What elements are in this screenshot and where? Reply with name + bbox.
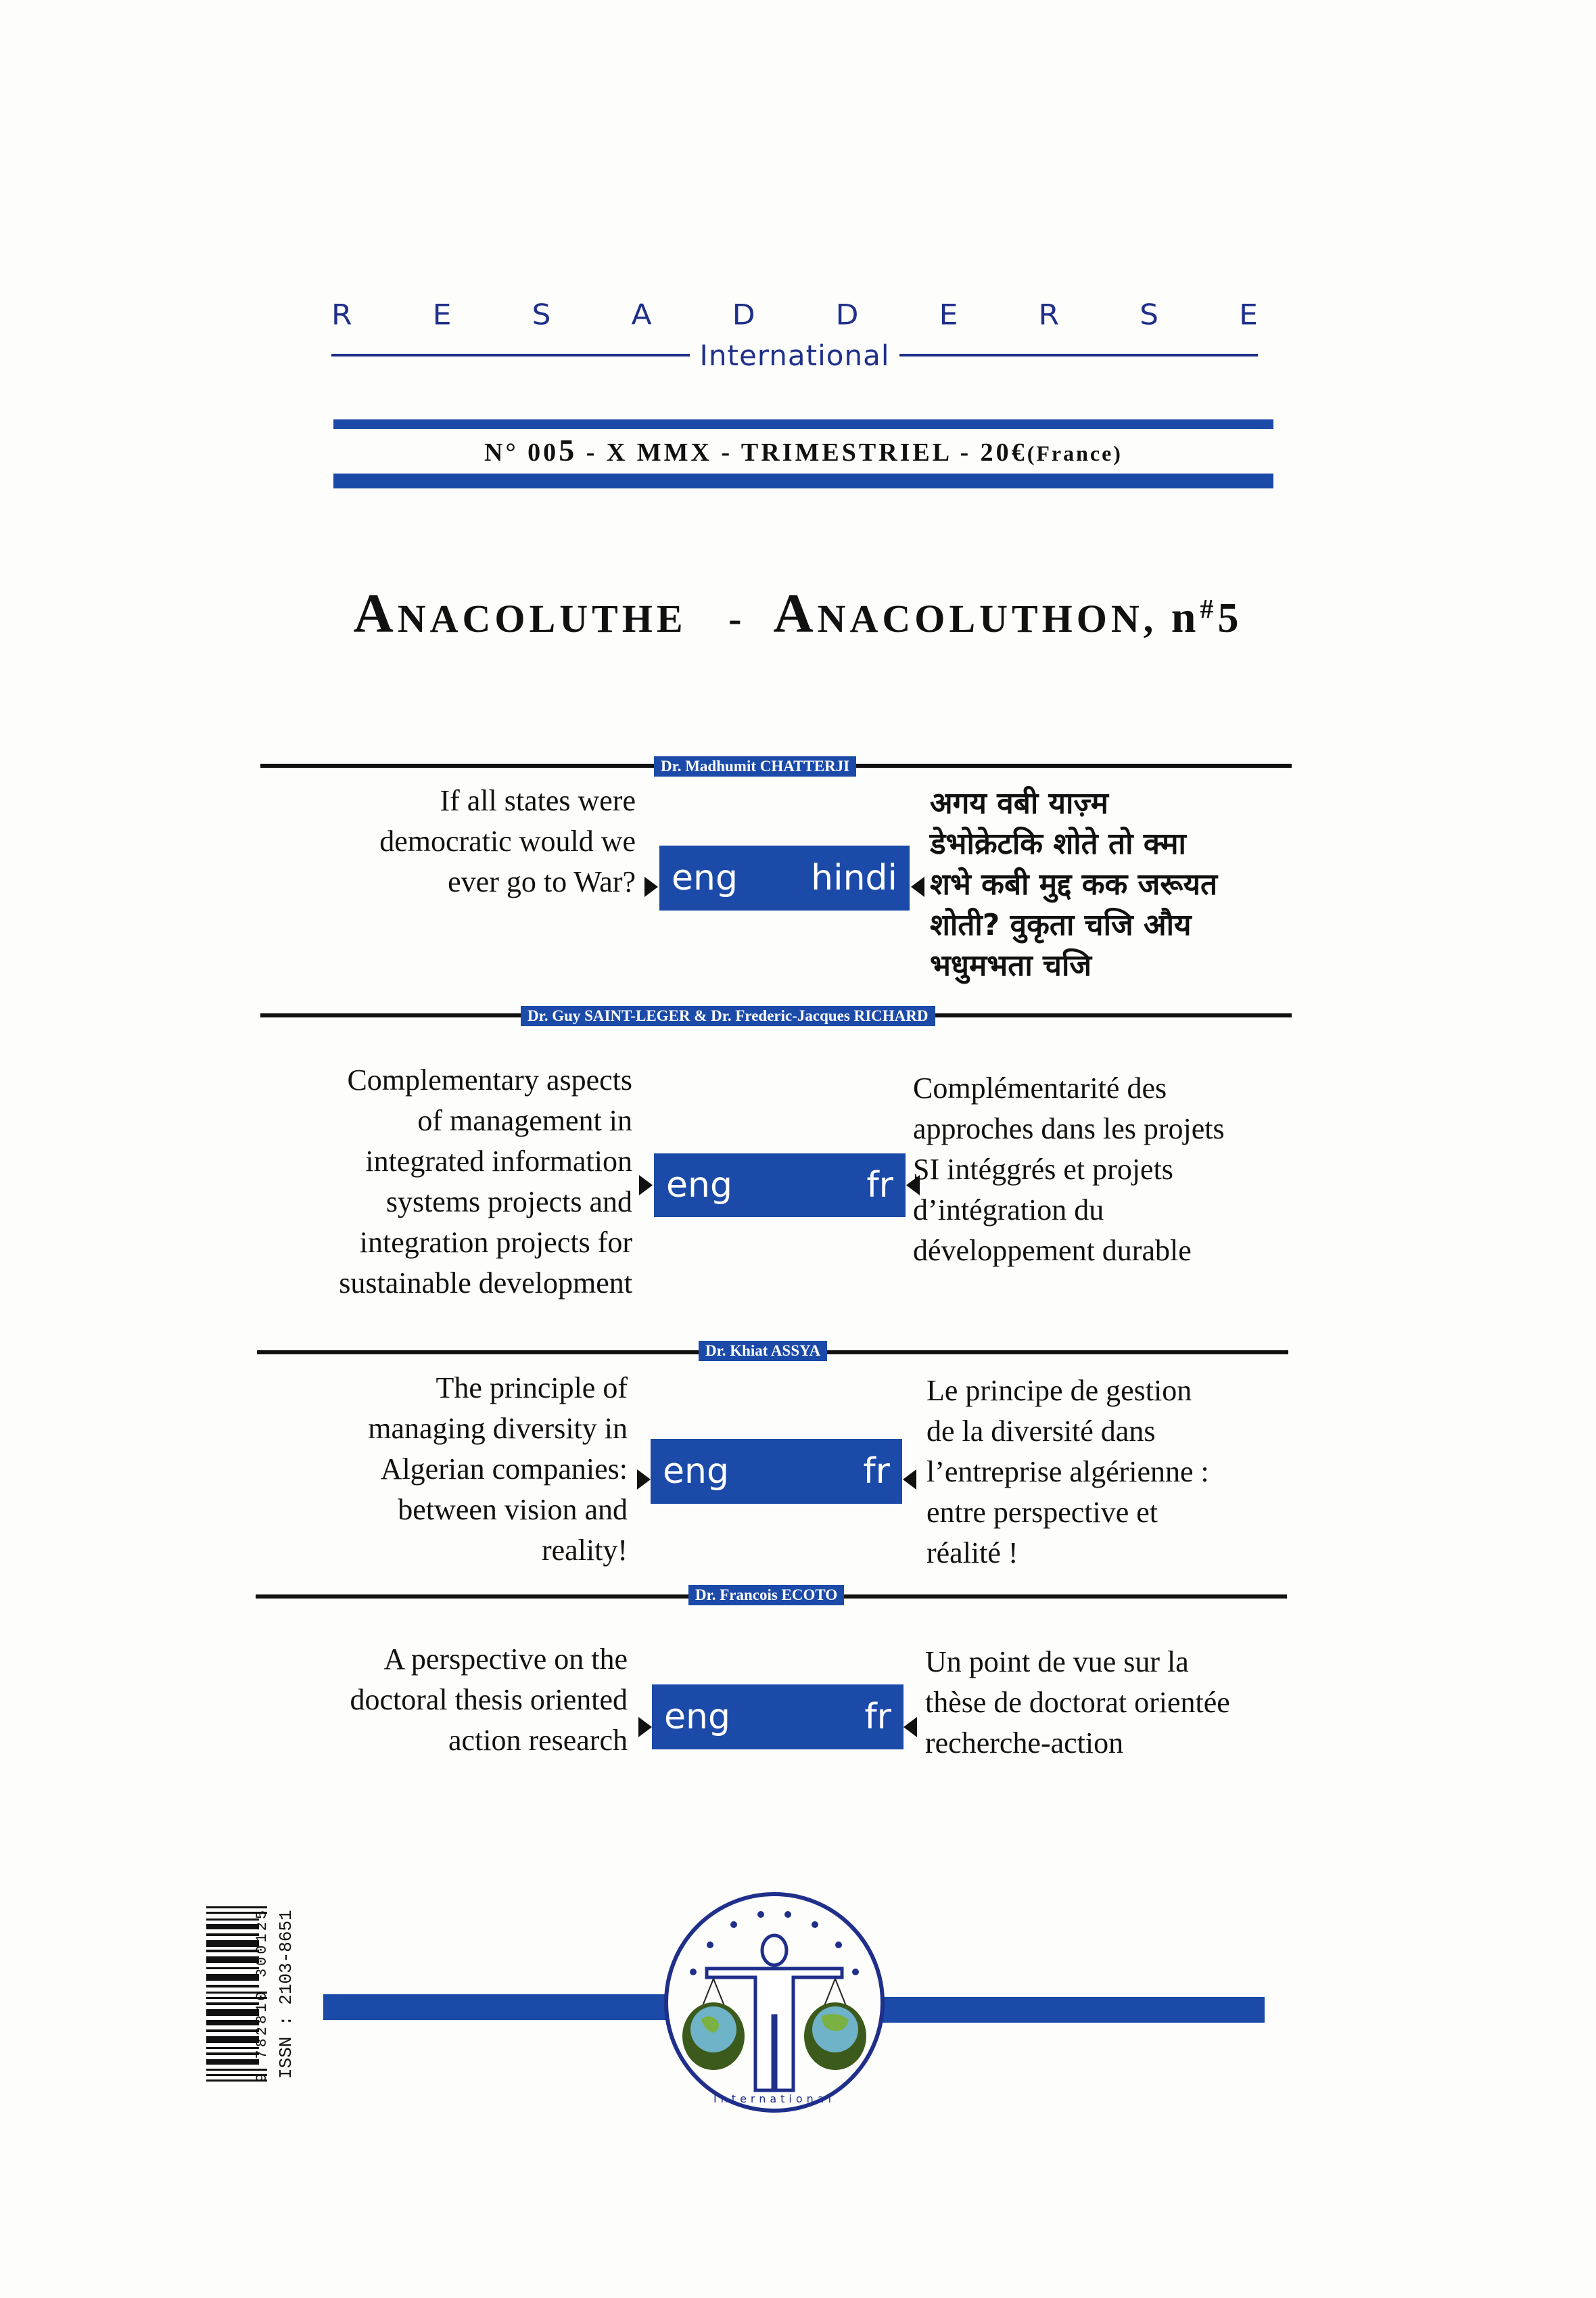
title-line: Le principe de gestion (926, 1374, 1192, 1407)
lang-left: eng (664, 1697, 730, 1737)
title-cap: A (353, 582, 398, 644)
brand-letter: D (732, 298, 755, 331)
title-number-prefix: n (1171, 593, 1200, 642)
brand-letter: R (1038, 298, 1060, 331)
title-line: If all states were (440, 784, 636, 817)
title-line: The principle of (436, 1371, 628, 1404)
barcode-number: 9 782810 300125 (254, 1907, 271, 2082)
issue-details: - X MMX - TRIMESTRIEL - 20€ (577, 438, 1027, 467)
title-line: l’entreprise algérienne : (926, 1455, 1209, 1488)
title-part1: NACOLUTHE (397, 597, 687, 641)
brand-letter: D (835, 298, 859, 331)
title-line: A perspective on the (383, 1642, 628, 1676)
title-line: डेभोक्रेटकि शोते तो क्मा (930, 827, 1186, 861)
lang-left: eng (663, 1451, 729, 1492)
title-line: reality! (541, 1534, 628, 1567)
brand-subtitle-row (331, 335, 1258, 375)
author-tag: Dr. Khiat ASSYA (699, 1341, 827, 1361)
lang-left: eng (666, 1165, 732, 1205)
title-line: शभे कबी मुद्द कक जरूयत (930, 867, 1218, 902)
title-line: भधुमभता चजि (930, 948, 1092, 983)
title-line: ever go to War? (448, 865, 636, 898)
title-line: réalité ! (926, 1536, 1018, 1569)
lang-left: eng (672, 858, 738, 898)
arrow-left-icon (903, 1717, 917, 1737)
title-line: développement durable (913, 1234, 1192, 1267)
title-line: managing diversity in (368, 1412, 628, 1445)
title-english (260, 781, 636, 902)
title-line: integration projects for (359, 1226, 632, 1259)
title-line: recherche-action (925, 1726, 1124, 1760)
title-line: अगय वबी याज़्म (930, 786, 1108, 821)
issn: ISSN : 2103-8651 (276, 1910, 296, 2079)
brand-letter: E (1239, 298, 1258, 331)
title-line: d’intégration du (913, 1193, 1104, 1226)
logo (659, 1887, 889, 2117)
title-number: 5 (1217, 595, 1243, 641)
title-line: of management in (417, 1104, 632, 1137)
title-line: democratic would we (379, 825, 636, 858)
arrow-left-icon (903, 1469, 916, 1490)
article-section (256, 1585, 1287, 1774)
footer-bar-left (323, 1994, 675, 2020)
lang-right: fr (863, 1451, 890, 1492)
title-line: action research (448, 1724, 628, 1757)
arrow-right-icon (637, 1469, 651, 1490)
title-line: शोती? वुकृता चजि औय (930, 908, 1192, 942)
title-line: Complémentarité des (913, 1072, 1167, 1105)
title-english (256, 1639, 628, 1761)
title-part2: NACOLUTHON, (817, 597, 1158, 641)
title-french (913, 1068, 1292, 1271)
brand-letter: A (631, 298, 652, 331)
author-tag: Dr. Francois ECOTO (688, 1585, 844, 1605)
issue-bar-top (333, 419, 1273, 429)
issue-bar-bottom (333, 474, 1273, 488)
title-line: systems projects and (385, 1185, 632, 1218)
brand-letter: S (532, 298, 551, 331)
language-badge (654, 1153, 906, 1217)
title-line: between vision and (398, 1493, 628, 1526)
footer-bar-right (872, 1997, 1265, 2023)
issue-info (333, 430, 1273, 471)
article-section (257, 1341, 1288, 1584)
lang-right: fr (864, 1697, 891, 1737)
lang-right: hindi (811, 858, 897, 898)
title-line: doctoral thesis oriented (350, 1683, 628, 1716)
title-english (257, 1368, 628, 1571)
brand-subtitle: International (699, 338, 890, 372)
title-line: approches dans les projets (913, 1112, 1225, 1145)
arrow-left-icon (911, 877, 924, 897)
page-title (271, 582, 1325, 645)
title-hindi (930, 783, 1295, 986)
title-french (926, 1371, 1292, 1573)
lang-right: fr (866, 1165, 893, 1205)
brand-letter: S (1140, 298, 1159, 331)
brand-letter: E (432, 298, 452, 331)
title-french (925, 1642, 1290, 1764)
title-line: Un point de vue sur la (925, 1645, 1189, 1678)
title-line: sustainable development (339, 1266, 632, 1300)
brand-wordmark (331, 291, 1258, 338)
title-english (260, 1060, 632, 1304)
title-cap: A (773, 582, 818, 644)
title-number-sup: # (1200, 593, 1218, 624)
issue-number-last: 5 (559, 433, 578, 467)
divider (331, 354, 690, 357)
title-line: SI intéggrés et projets (913, 1153, 1173, 1186)
arrow-right-icon (639, 1175, 653, 1195)
title-separator: - (728, 597, 746, 641)
divider (899, 354, 1258, 357)
author-tag: Dr. Guy SAINT-LEGER & Dr. Frederic-Jacques RICHARD (521, 1006, 935, 1026)
language-badge (652, 1684, 903, 1749)
title-line: de la diversité dans (926, 1415, 1156, 1448)
svg-text:International: International (713, 2092, 836, 2105)
language-badge (651, 1439, 902, 1504)
title-line: Complementary aspects (347, 1063, 632, 1097)
scales-of-justice-icon (659, 1887, 889, 2117)
brand-letter: R (331, 298, 352, 331)
issue-country: (France) (1027, 441, 1123, 465)
title-line: entre perspective et (926, 1496, 1158, 1529)
title-line: integrated information (365, 1145, 632, 1178)
author-tag: Dr. Madhumit CHATTERJI (654, 756, 856, 777)
arrow-right-icon (638, 1717, 652, 1737)
brand-letter: E (939, 298, 958, 331)
issue-number-prefix: N° 00 (484, 438, 559, 467)
arrow-right-icon (644, 877, 658, 897)
title-line: thèse de doctorat orientée (925, 1686, 1230, 1719)
article-section (260, 1006, 1292, 1304)
language-badge (659, 846, 910, 911)
title-line: Algerian companies: (380, 1452, 628, 1486)
